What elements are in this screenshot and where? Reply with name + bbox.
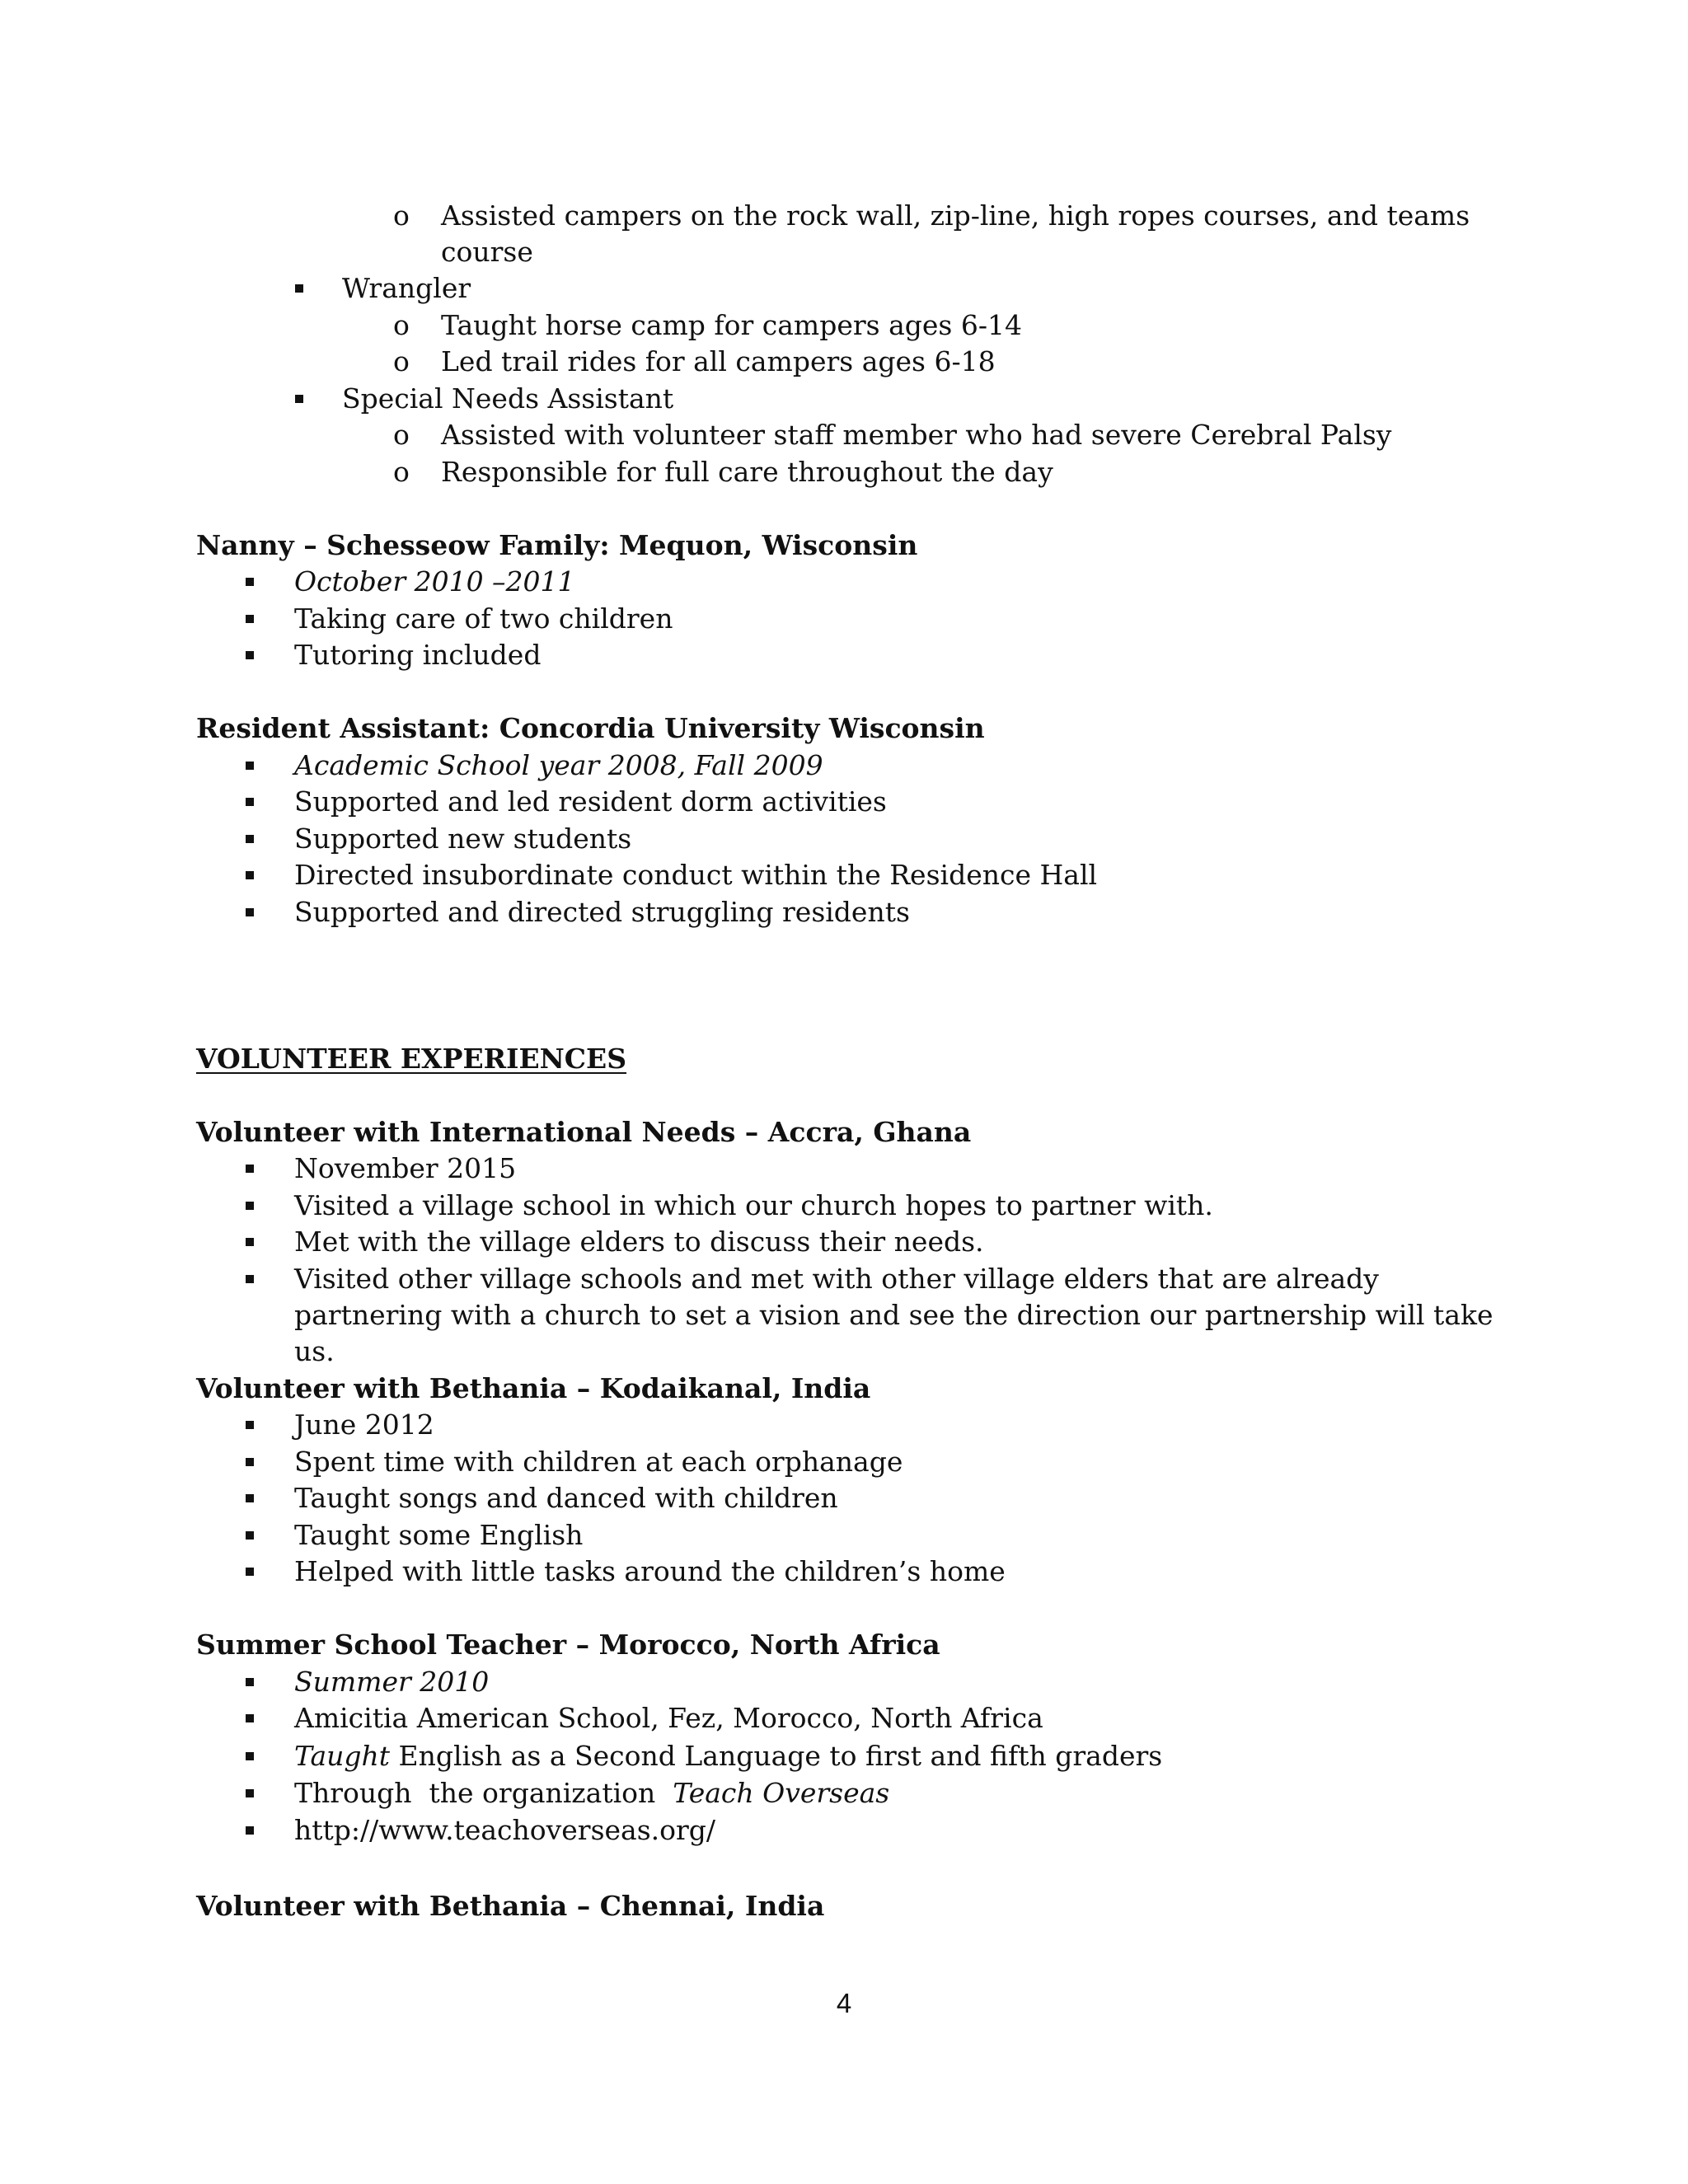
square-bullet-icon [295,284,303,293]
list-item-text: Amicitia American School, Fez, Morocco, North Africa [294,1702,1043,1734]
list-item-text: Helped with little tasks around the children’s home [294,1555,1006,1587]
page-number: 4 [836,1988,852,2018]
square-bullet-icon [246,1165,254,1173]
job-heading-text: Resident Assistant: Concordia University Wisconsin [196,712,985,744]
list-item-text: Summer 2010 [294,1666,490,1698]
job-heading-text: Nanny – Schesseow Family: Mequon, Wisconsin [196,529,918,561]
square-bullet-icon [246,908,254,916]
list-item-text [294,1775,889,1811]
list-item-text: Supported and directed struggling residents [294,896,910,928]
circle-bullet-icon: o [393,456,410,488]
url-text: http://www.teachoverseas.org/ [294,1814,716,1846]
list-item-text: Spent time with children at each orphanage [294,1446,903,1478]
list-item-text: Visited other village schools and met with other village elders that are already [294,1263,1379,1295]
list-item-emphasis: Taught [294,1740,391,1772]
square-bullet-icon [246,1678,254,1686]
square-bullet-icon [246,1202,254,1210]
job-heading-text: Volunteer with International Needs – Accra, Ghana [196,1116,972,1148]
list-item-text: Academic School year 2008, Fall 2009 [294,749,823,781]
job-heading-text: Summer School Teacher – Morocco, North Africa [196,1629,940,1661]
list-item-text: Taught songs and danced with children [294,1482,838,1514]
square-bullet-icon [246,1494,254,1502]
camp-subitem-text: Assisted campers on the rock wall, zip-line, high ropes courses, and teams [441,199,1470,232]
list-item-text: Supported new students [294,823,632,855]
job-heading-text: Volunteer with Bethania – Chennai, India [196,1890,825,1922]
square-bullet-icon [246,1789,254,1797]
list-item-text: November 2015 [294,1152,517,1184]
list-item-text: Supported and led resident dorm activities [294,785,887,818]
square-bullet-icon [246,835,254,843]
list-item-text: us. [294,1335,335,1367]
list-item-text: Met with the village elders to discuss their needs. [294,1226,984,1258]
camp-subitem-text: Taught horse camp for campers ages 6-14 [441,309,1022,341]
square-bullet-icon [295,395,303,403]
list-item-text: June 2012 [294,1408,434,1441]
list-item-text: partnering with a church to set a vision and see the direction our partnership will take [294,1299,1493,1331]
camp-subitem-text: Assisted with volunteer staff member who had severe Cerebral Palsy [441,419,1392,451]
square-bullet-icon [246,1826,254,1835]
square-bullet-icon [246,651,254,659]
square-bullet-icon [246,1238,254,1246]
circle-bullet-icon: o [393,199,410,232]
list-item-text: Tutoring included [294,639,542,671]
square-bullet-icon [246,615,254,623]
square-bullet-icon [246,1275,254,1283]
camp-subitem-text: course [441,236,533,268]
square-bullet-icon [246,1421,254,1429]
list-item-text-lead: Through the organization [294,1777,673,1809]
square-bullet-icon [246,1531,254,1540]
square-bullet-icon [246,871,254,879]
list-item-text: October 2010 –2011 [294,565,575,598]
organization-name: Teach Overseas [673,1777,890,1809]
list-item-text [294,1738,1162,1774]
section-title-text: VOLUNTEER EXPERIENCES [196,1043,627,1075]
list-item-text-rest: English as a Second Language to first and fifth graders [390,1740,1163,1772]
list-item-text: Taught some English [294,1519,584,1551]
list-item-text: Taking care of two children [294,602,673,635]
square-bullet-icon [246,762,254,770]
list-item-text: Directed insubordinate conduct within the Residence Hall [294,859,1098,891]
square-bullet-icon [246,1714,254,1722]
list-item-text: Visited a village school in which our church hopes to partner with. [294,1189,1213,1221]
job-heading-text: Volunteer with Bethania – Kodaikanal, India [196,1372,871,1404]
circle-bullet-icon: o [393,345,410,377]
square-bullet-icon [246,1752,254,1760]
circle-bullet-icon: o [393,419,410,451]
circle-bullet-icon: o [393,309,410,341]
square-bullet-icon [246,578,254,586]
square-bullet-icon [246,1458,254,1466]
square-bullet-icon [246,1568,254,1576]
camp-role-text: Special Needs Assistant [342,382,674,415]
square-bullet-icon [246,798,254,806]
camp-subitem-text: Led trail rides for all campers ages 6-18 [441,345,996,377]
camp-role-text: Wrangler [342,272,471,304]
camp-subitem-text: Responsible for full care throughout the day [441,456,1053,488]
